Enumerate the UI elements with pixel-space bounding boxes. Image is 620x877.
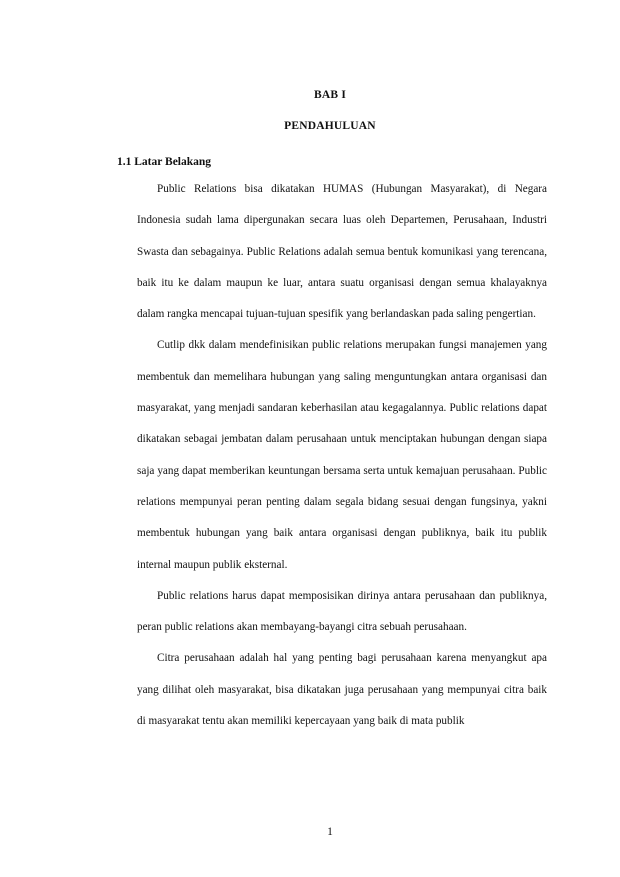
paragraph-4: Citra perusahaan adalah hal yang penting bagi perusahaan karena menyangkut apa yang dilihat oleh masyarakat, bisa dikatakan juga perusahaan yang mempunyai citra baik di masyarakat tentu akan memiliki kepercayaan yang baik di mata publik [137, 652, 547, 728]
section-heading: 1.1 Latar Belakang [117, 156, 212, 168]
paragraph-2: Cutlip dkk dalam mendefinisikan public relations merupakan fungsi manajemen yang membentuk dan memelihara hubungan yang saling menguntungkan antara organisasi dan masyarakat, yang menjadi sandaran keberhasilan atau kegagalannya. Public relations dapat dikatakan sebagai jembatan dalam perusahaan untuk menciptakan hubungan dengan siapa saja yang dapat memberikan keuntungan bersama serta untuk kemajuan perusahaan. Public relations mempunyai peran penting dalam segala bidang sesuai dengan fungsinya, yakni membentuk hubungan yang baik antara organisasi dengan publiknya, baik itu publik internal maupun publik eksternal. [137, 339, 547, 571]
page-number: 1 [327, 826, 333, 838]
chapter-number: BAB I [314, 89, 346, 101]
chapter-title: PENDAHULUAN [284, 120, 376, 132]
paragraph-3: Public relations harus dapat memposisikan dirinya antara perusahaan dan publiknya, peran public relations akan membayang-bayangi citra sebuah perusahaan. [137, 589, 547, 634]
paragraph-1: Public Relations bisa dikatakan HUMAS (Hubungan Masyarakat), di Negara Indonesia sudah lama dipergunakan secara luas oleh Departemen, Perusahaan, Industri Swasta dan sebagainya. Public Relations adalah semua bentuk komunikasi yang terencana, baik itu ke dalam maupun ke luar, antara suatu organisasi dengan semua khalayaknya dalam rangka mencapai tujuan-tujuan spesifik yang berlandaskan pada saling pengertian. [137, 183, 547, 321]
body-text [137, 174, 547, 737]
